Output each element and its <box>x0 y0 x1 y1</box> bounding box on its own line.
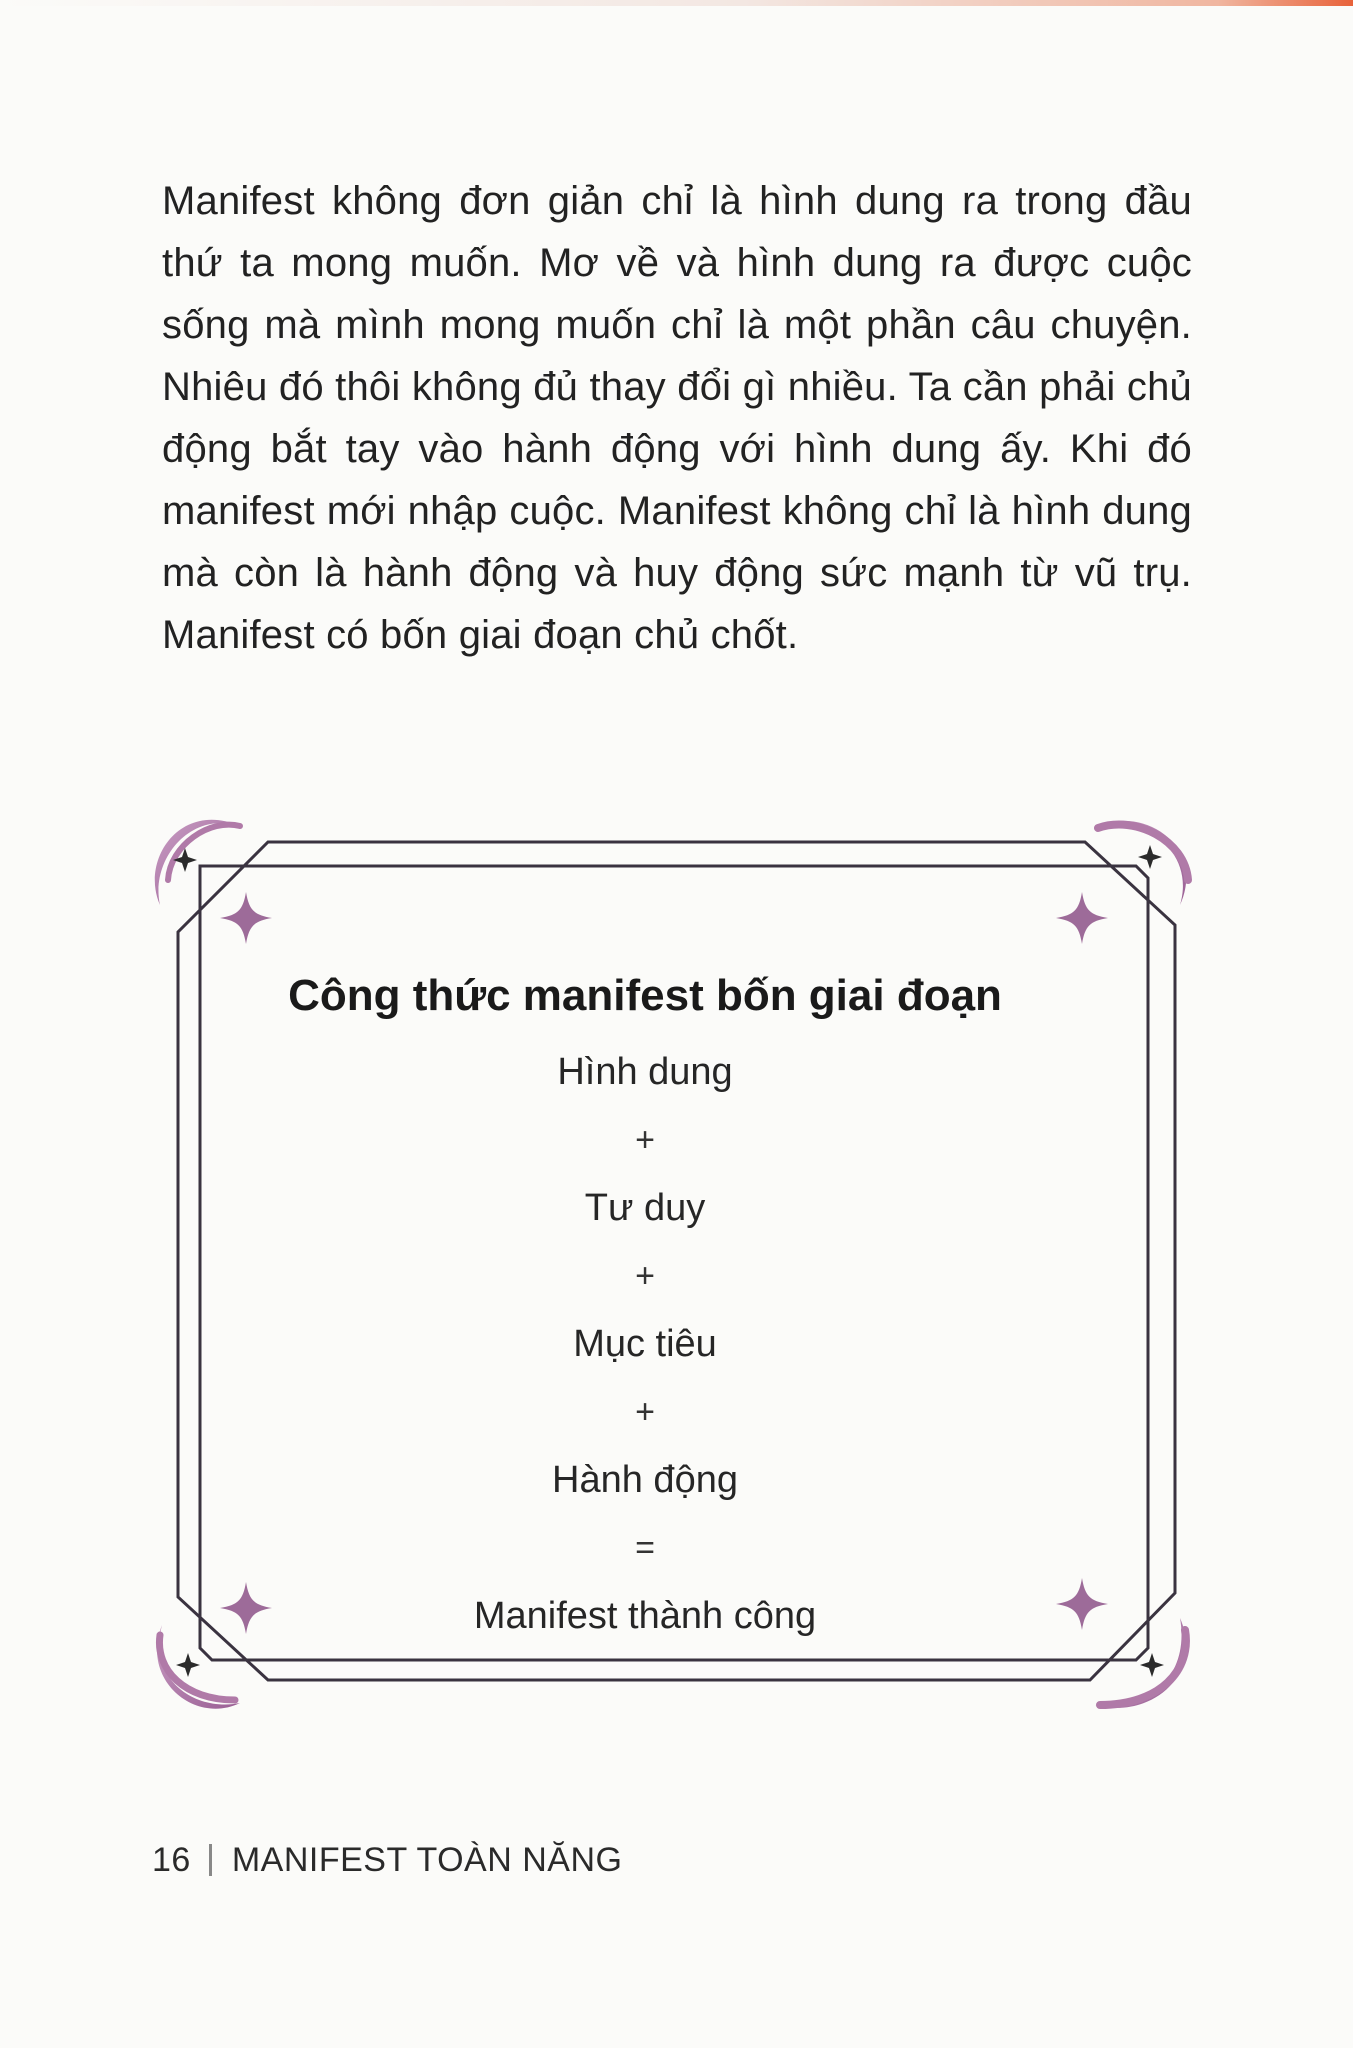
formula-title: Công thức manifest bốn giai đoạn <box>288 971 1002 1020</box>
formula-result: Manifest thành công <box>473 1595 817 1637</box>
sparkle-icon <box>1056 1578 1108 1630</box>
running-title: MANIFEST TOÀN NĂNG <box>231 1841 623 1879</box>
formula-operator: + <box>635 1393 655 1431</box>
star-icon <box>1138 845 1162 869</box>
body-paragraph: Manifest không đơn giản chỉ là hình dung ra trong đầu thứ ta mong muốn. Mơ về và hình dung ra được cuộc sống mà mình mong muốn chỉ là một phần câu chuyện. Nhiêu đó thôi không đủ thay đổi gì nhiều. Ta cần phải chủ động bắt tay vào hành động với hình dung ấy. Khi đó manifest mới nhập cuộc. Manifest không chỉ là hình dung mà còn là hành động và huy động sức mạnh từ vũ trụ. Manifest có bốn giai đoạn chủ chốt. <box>162 179 1192 657</box>
crescent-moon-icon <box>157 1625 240 1709</box>
formula-term: Tư duy <box>584 1187 706 1229</box>
page-footer <box>152 1838 622 1882</box>
formula-term: Mục tiêu <box>573 1323 717 1365</box>
sparkle-icon <box>220 892 272 944</box>
star-icon <box>176 1653 200 1677</box>
formula-list <box>240 1038 1050 1650</box>
crescent-moon-icon <box>155 820 240 905</box>
page-number: 16 <box>152 1841 191 1879</box>
formula-term: Hành động <box>552 1459 738 1501</box>
sparkle-icon <box>1056 892 1108 944</box>
footer-divider <box>209 1844 212 1876</box>
formula-term: Hình dung <box>557 1051 733 1093</box>
formula-operator: + <box>635 1121 655 1159</box>
formula-operator: = <box>635 1529 655 1567</box>
star-icon <box>1140 1653 1164 1677</box>
formula-operator: + <box>635 1257 655 1295</box>
